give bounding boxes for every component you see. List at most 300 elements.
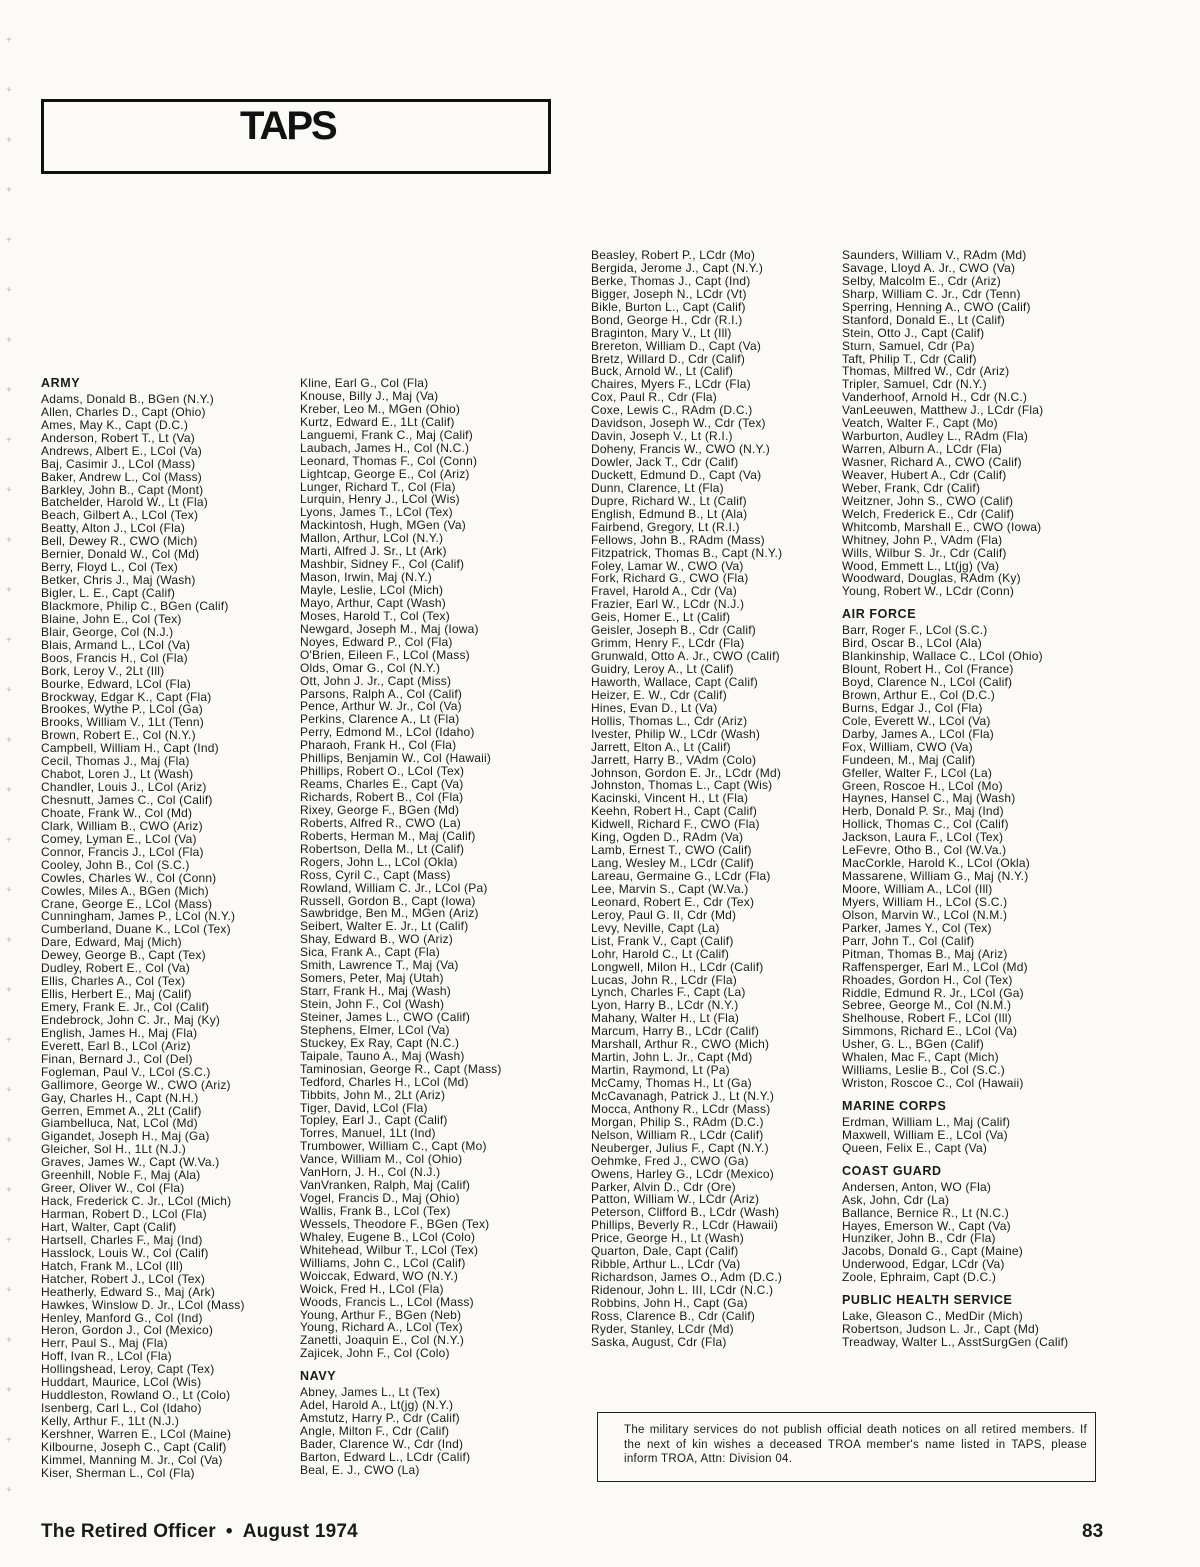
list-item: Burns, Edgar J., Col (Fla) [842, 700, 983, 715]
list-item: Huddleston, Rowland O., Lt (Colo) [41, 1388, 231, 1403]
list-item: Lohr, Harold C., Lt (Calif) [591, 946, 730, 961]
list-item: Mocca, Anthony R., LCdr (Mass) [591, 1101, 771, 1116]
list-item: Martin, Raymond, Lt (Pa) [591, 1063, 730, 1078]
list-item: Moore, William A., LCol (Ill) [842, 882, 993, 896]
list-item: Mason, Irwin, Maj (N.Y.) [300, 570, 432, 585]
list-item: Stuckey, Ex Ray, Capt (N.C.) [300, 1035, 460, 1050]
list-item: Parsons, Ralph A., Col (Calif) [300, 686, 463, 701]
margin-tick: + [6, 535, 12, 546]
list-item: McCavanagh, Patrick J., Lt (N.Y.) [591, 1088, 775, 1103]
list-item: Phillips, Beverly R., LCdr (Hawaii) [591, 1218, 779, 1233]
list-item: Cunningham, James P., LCol (N.Y.) [41, 909, 236, 924]
list-item: Noyes, Edward P., Col (Fla) [300, 634, 453, 649]
list-item: Parker, Alvin D., Cdr (Ore) [591, 1179, 736, 1194]
list-item: Woick, Fred H., LCol (Fla) [300, 1281, 444, 1296]
list-item: O'Brien, Eileen F., LCol (Mass) [300, 647, 470, 662]
list-item: Mallon, Arthur, LCol (N.Y.) [300, 531, 444, 546]
list-item: Raffensperger, Earl M., LCol (Md) [842, 959, 1028, 974]
list-item: Owens, Harley G., LCdr (Mexico) [591, 1166, 774, 1181]
list-item: Taminosian, George R., Capt (Mass) [300, 1061, 502, 1076]
list-item: Geisler, Joseph B., Cdr (Calif) [591, 623, 756, 638]
margin-tick: + [6, 785, 12, 796]
section-heading-coast-guard: COAST GUARD [842, 1163, 942, 1178]
list-item: Blair, George, Col (N.J.) [41, 624, 174, 639]
list-item: Rogers, John L., LCol (Okla) [300, 854, 458, 869]
list-item: Greer, Oliver W., Col (Fla) [41, 1181, 185, 1196]
list-item: Vance, William M., Col (Ohio) [300, 1152, 463, 1167]
list-item: Fairbend, Gregory, Lt (R.I.) [591, 519, 740, 534]
list-item: Seibert, Walter E. Jr., Lt (Calif) [300, 919, 469, 934]
list-item: Green, Roscoe H., LCol (Mo) [842, 778, 1003, 793]
list-item: Wessels, Theodore F., BGen (Tex) [300, 1216, 490, 1231]
list-item: Gay, Charles H., Capt (N.H.) [41, 1090, 199, 1105]
footer-separator: • [225, 1521, 233, 1542]
list-item: Taipale, Tauno A., Maj (Wash) [300, 1048, 465, 1063]
list-item: Chabot, Loren J., Lt (Wash) [41, 767, 194, 782]
list-item: Whalen, Mac F., Capt (Mich) [842, 1050, 999, 1065]
list-item: Morgan, Philip S., RAdm (D.C.) [591, 1114, 764, 1129]
list-item: Comey, Lyman E., LCol (Va) [41, 831, 197, 846]
navy-list-part-3 [842, 249, 1068, 598]
list-item: Andersen, Anton, WO (Fla) [842, 1179, 992, 1194]
list-item: Woodward, Douglas, RAdm (Ky) [842, 571, 1021, 586]
list-item: Cole, Everett W., LCol (Va) [842, 713, 991, 728]
list-item: Moses, Harold T., Col (Tex) [300, 608, 450, 623]
list-item: Kacinski, Vincent H., Lt (Fla) [591, 791, 749, 806]
margin-tick: + [6, 1135, 12, 1146]
list-item: Barkley, John B., Capt (Mont) [41, 482, 204, 497]
list-item: Stein, Otto J., Capt (Calif) [842, 325, 985, 340]
list-item: Mashbir, Sidney F., Col (Calif) [300, 557, 465, 572]
list-item: Fogleman, Paul V., LCol (S.C.) [41, 1064, 211, 1079]
column-3 [591, 249, 782, 1349]
list-item: Kreber, Leo M., MGen (Ohio) [300, 401, 461, 416]
list-item: Isenberg, Carl L., Col (Idaho) [41, 1401, 202, 1416]
list-item: Stephens, Elmer, LCol (Va) [300, 1022, 450, 1037]
list-item: Lang, Wesley M., LCdr (Calif) [591, 856, 754, 871]
list-item: Ribble, Arthur L., LCdr (Va) [591, 1257, 741, 1272]
list-item: Angle, Milton F., Cdr (Calif) [300, 1424, 450, 1438]
list-item: Hoff, Ivan R., LCol (Fla) [41, 1349, 172, 1364]
margin-tick: + [6, 435, 12, 446]
list-item: Bigler, L. E., Capt (Calif) [41, 586, 176, 600]
list-item: VanHorn, J. H., Col (N.J.) [300, 1165, 441, 1180]
list-item: Ask, John, Cdr (La) [842, 1192, 950, 1207]
list-item: Beach, Gilbert A., LCol (Tex) [41, 508, 199, 523]
list-item: Neuberger, Julius F., Capt (N.Y.) [591, 1140, 769, 1155]
list-item: Choate, Frank W., Col (Md) [41, 805, 193, 820]
list-item: Parker, James Y., Col (Tex) [842, 920, 992, 935]
list-item: Marshall, Arthur R., CWO (Mich) [591, 1037, 770, 1052]
list-item: Wills, Wilbur S. Jr., Cdr (Calif) [842, 545, 1007, 560]
list-item: Veatch, Walter F., Capt (Mo) [842, 416, 998, 431]
list-item: LeFevre, Otho B., Col (W.Va.) [842, 843, 1007, 858]
list-item: Starr, Frank H., Maj (Wash) [300, 984, 451, 999]
list-item: Young, Richard A., LCol (Tex) [300, 1320, 463, 1335]
list-item: Mayle, Leslie, LCol (Mich) [300, 583, 444, 597]
list-item: Leroy, Paul G. II, Cdr (Md) [591, 907, 737, 922]
list-item: Berry, Floyd L., Col (Tex) [41, 560, 179, 575]
list-item: Heron, Gordon J., Col (Mexico) [41, 1323, 214, 1338]
list-item: Abney, James L., Lt (Tex) [300, 1385, 441, 1400]
list-item: Vanderhoof, Arnold H., Cdr (N.C.) [842, 390, 1028, 405]
list-item: Trumbower, William C., Capt (Mo) [300, 1139, 487, 1154]
list-item: Fellows, John B., RAdm (Mass) [591, 532, 765, 547]
list-item: Chandler, Louis J., LCol (Ariz) [41, 780, 207, 795]
margin-tick: + [6, 1035, 12, 1046]
list-item: Warburton, Audley L., RAdm (Fla) [842, 429, 1029, 444]
list-item: Giambelluca, Nat, LCol (Md) [41, 1116, 198, 1131]
list-item: Huddart, Maurice, LCol (Wis) [41, 1375, 202, 1390]
list-item: Heizer, E. W., Cdr (Calif) [591, 687, 727, 702]
list-item: Davidson, Joseph W., Cdr (Tex) [591, 416, 766, 431]
list-item: Dunn, Clarence, Lt (Fla) [591, 480, 724, 495]
list-item: Martin, John L. Jr., Capt (Md) [591, 1050, 753, 1065]
list-item: Bourke, Edward, LCol (Fla) [41, 676, 191, 691]
list-item: Sica, Frank A., Capt (Fla) [300, 945, 440, 960]
list-item: Price, George H., Lt (Wash) [591, 1231, 744, 1246]
list-item: Topley, Earl J., Capt (Calif) [300, 1113, 448, 1128]
list-item: Warren, Alburn A., LCdr (Fla) [842, 442, 1003, 457]
list-item: Kershner, Warren E., LCol (Maine) [41, 1426, 232, 1441]
list-item: Boyd, Clarence N., LCol (Calif) [842, 675, 1013, 689]
list-item: Cowles, Miles A., BGen (Mich) [41, 883, 209, 898]
footer [41, 1521, 358, 1543]
list-item: Bigger, Joseph N., LCdr (Vt) [591, 286, 747, 301]
margin-tick: + [6, 1335, 12, 1346]
list-item: Kidwell, Richard F., CWO (Fla) [591, 817, 760, 832]
list-item: Bond, George H., Cdr (R.I.) [591, 312, 743, 327]
list-item: Welch, Frederick E., Cdr (Calif) [842, 506, 1015, 521]
list-item: Hunziker, John B., Cdr (Fla) [842, 1231, 996, 1246]
list-item: Rowland, William C. Jr., LCol (Pa) [300, 880, 488, 895]
list-item: Baj, Casimir J., LCol (Mass) [41, 456, 196, 471]
list-item: Perry, Edmond M., LCol (Idaho) [300, 725, 475, 740]
list-item: Blackmore, Philip C., BGen (Calif) [41, 598, 229, 613]
list-item: Taft, Philip T., Cdr (Calif) [842, 351, 977, 366]
list-item: Mayo, Arthur, Capt (Wash) [300, 595, 446, 610]
margin-tick: + [6, 635, 12, 646]
list-item: Nelson, William R., LCdr (Calif) [591, 1127, 764, 1142]
list-item: Greenhill, Noble F., Maj (Ala) [41, 1168, 201, 1183]
margin-tick: + [6, 1085, 12, 1096]
list-item: Weaver, Hubert A., Cdr (Calif) [842, 467, 1007, 482]
list-item: Hayes, Emerson W., Capt (Va) [842, 1218, 1011, 1233]
list-item: Blais, Armand L., LCol (Va) [41, 637, 191, 652]
list-item: Maxwell, William E., LCol (Va) [842, 1127, 1008, 1142]
list-item: Mackintosh, Hugh, MGen (Va) [300, 518, 466, 533]
list-item: Weber, Frank, Cdr (Calif) [842, 480, 981, 495]
air-force-list [842, 624, 1068, 1090]
list-item: Steiner, James L., CWO (Calif) [300, 1009, 471, 1024]
list-item: Gigandet, Joseph H., Maj (Ga) [41, 1129, 210, 1144]
list-item: Torres, Manuel, 1Lt (Ind) [300, 1126, 436, 1141]
notice-text: The military services do not publish official death notices on all retired members. If the next of kin wishes a deceased TROA member's name listed in TAPS, please inform TROA, Attn: Division 04. [624, 1424, 1087, 1465]
list-item: Pence, Arthur W. Jr., Col (Va) [300, 699, 462, 714]
list-item: Kiser, Sherman L., Col (Fla) [41, 1465, 195, 1480]
list-item: Gallimore, George W., CWO (Ariz) [41, 1077, 231, 1092]
list-item: Leonard, Thomas F., Col (Conn) [300, 453, 478, 468]
list-item: Amstutz, Harry P., Cdr (Calif) [300, 1411, 460, 1426]
list-item: Lurquin, Henry J., LCol (Wis) [300, 492, 460, 507]
margin-tick: + [6, 985, 12, 996]
list-item: Smith, Lawrence T., Maj (Va) [300, 958, 459, 973]
list-item: Adams, Donald B., BGen (N.Y.) [41, 391, 214, 406]
list-item: Hollick, Thomas C., Col (Calif) [842, 817, 1009, 832]
list-item: Coxe, Lewis C., RAdm (D.C.) [591, 403, 753, 418]
list-item: Graves, James W., Capt (W.Va.) [41, 1155, 220, 1170]
list-item: Whitney, John P., VAdm (Fla) [842, 532, 1003, 547]
page-number: 83 [1082, 1521, 1104, 1542]
list-item: Roberts, Herman M., Maj (Calif) [300, 828, 476, 843]
list-item: Fox, William, CWO (Va) [842, 739, 973, 754]
margin-tick: + [6, 1285, 12, 1296]
margin-tick: + [6, 835, 12, 846]
list-item: Parr, John T., Col (Calif) [842, 933, 975, 948]
list-item: McCamy, Thomas H., Lt (Ga) [591, 1076, 752, 1090]
list-item: Wasner, Richard A., CWO (Calif) [842, 455, 1022, 469]
list-item: Emery, Frank E. Jr., Col (Calif) [41, 1000, 210, 1014]
list-item: Adel, Harold A., Lt(jg) (N.Y.) [300, 1398, 454, 1413]
list-item: Haynes, Hansel C., Maj (Wash) [842, 791, 1016, 806]
list-item: Oehmke, Fred J., CWO (Ga) [591, 1153, 749, 1168]
list-item: Kline, Earl G., Col (Fla) [300, 376, 429, 390]
list-item: Hatch, Frank M., LCol (Ill) [41, 1258, 184, 1273]
list-item: Hollis, Thomas L., Cdr (Ariz) [591, 713, 748, 728]
list-item: Robbins, John H., Capt (Ga) [591, 1295, 748, 1310]
page-title: TAPS [240, 104, 336, 148]
list-item: Tiger, David, LCol (Fla) [300, 1100, 428, 1115]
margin-tick: + [6, 1435, 12, 1446]
list-item: Brookes, Wythe P., LCol (Ga) [41, 702, 203, 717]
list-item: Blankinship, Wallace C., LCol (Ohio) [842, 649, 1043, 664]
list-item: Cooley, John B., Col (S.C.) [41, 857, 190, 872]
list-item: Keehn, Robert H., Capt (Calif) [591, 804, 758, 819]
margin-tick: + [6, 585, 12, 596]
coast-guard-list [842, 1181, 1068, 1285]
public-health-service-list [842, 1310, 1068, 1349]
margin-tick: + [6, 1385, 12, 1396]
list-item: Zoole, Ephraim, Capt (D.C.) [842, 1270, 997, 1285]
list-item: MacCorkle, Harold K., LCol (Okla) [842, 856, 1030, 871]
section-heading-public-health-service: PUBLIC HEALTH SERVICE [842, 1293, 1013, 1308]
list-item: Lake, Gleason C., MedDir (Mich) [842, 1309, 1023, 1324]
list-item: Whitehead, Wilbur T., LCol (Tex) [300, 1242, 479, 1257]
list-item: Whaley, Eugene B., LCol (Colo) [300, 1229, 476, 1244]
margin-tick: + [6, 885, 12, 896]
list-item: Sharp, William C. Jr., Cdr (Tenn) [842, 286, 1021, 301]
list-item: Young, Arthur F., BGen (Neb) [300, 1307, 462, 1322]
list-item: Pharaoh, Frank H., Col (Fla) [300, 738, 457, 753]
list-item: Lunger, Richard T., Col (Fla) [300, 479, 456, 494]
list-item: Beal, E. J., CWO (La) [300, 1462, 420, 1477]
list-item: Davin, Joseph V., Lt (R.I.) [591, 429, 733, 444]
list-item: Hack, Frederick C. Jr., LCol (Mich) [41, 1194, 232, 1209]
list-item: Phillips, Benjamin W., Col (Hawaii) [300, 751, 492, 766]
list-item: Berke, Thomas J., Capt (Ind) [591, 273, 751, 288]
list-item: Bader, Clarence W., Cdr (Ind) [300, 1436, 464, 1451]
column-1 [41, 377, 245, 1480]
list-item: English, James H., Maj (Fla) [41, 1025, 198, 1040]
list-item: Pitman, Thomas B., Maj (Ariz) [842, 946, 1008, 961]
list-item: Grimm, Henry F., LCdr (Fla) [591, 636, 745, 651]
margin-tick: + [6, 235, 12, 246]
list-item: Clark, William B., CWO (Ariz) [41, 818, 203, 833]
list-item: Woods, Francis L., LCol (Mass) [300, 1294, 474, 1309]
marine-corps-list [842, 1116, 1068, 1155]
list-item: Frazier, Earl W., LCdr (N.J.) [591, 597, 745, 612]
column-4 [842, 249, 1068, 1349]
list-item: Connor, Francis J., LCol (Fla) [41, 844, 204, 859]
list-item: Sperring, Henning A., CWO (Calif) [842, 299, 1031, 314]
list-item: Mahany, Walter H., Lt (Fla) [591, 1011, 740, 1026]
list-item: Heatherly, Edward S., Maj (Ark) [41, 1284, 216, 1299]
list-item: King, Ogden D., RAdm (Va) [591, 830, 744, 845]
list-item: Weitzner, John S., CWO (Calif) [842, 493, 1014, 508]
list-item: Cox, Paul R., Cdr (Fla) [591, 390, 717, 405]
list-item: Massarene, William G., Maj (N.Y.) [842, 869, 1029, 884]
publication-name: The Retired Officer [41, 1521, 216, 1542]
army-list-part-2 [300, 377, 502, 1360]
list-item: Hatcher, Robert J., LCol (Tex) [41, 1271, 206, 1286]
list-item: Jarrett, Elton A., Lt (Calif) [591, 739, 731, 754]
list-item: Jacobs, Donald G., Capt (Maine) [842, 1244, 1023, 1259]
section-heading-air-force: AIR FORCE [842, 607, 917, 622]
list-item: Underwood, Edgar, LCdr (Va) [842, 1257, 1005, 1272]
list-item: Olson, Marvin W., LCol (N.M.) [842, 907, 1008, 922]
list-item: Savage, Lloyd A. Jr., CWO (Va) [842, 260, 1016, 275]
list-item: Blount, Robert H., Col (France) [842, 662, 1014, 677]
list-item: Beasley, Robert P., LCdr (Mo) [591, 248, 756, 262]
list-item: Dupre, Richard W., Lt (Calif) [591, 493, 747, 508]
margin-tick: + [6, 85, 12, 96]
list-item: Cumberland, Duane K., LCol (Tex) [41, 922, 231, 937]
margin-tick: + [6, 485, 12, 496]
list-item: Buck, Arnold W., Lt (Calif) [591, 364, 734, 379]
list-item: Batchelder, Harold W., Lt (Fla) [41, 495, 208, 510]
navy-list-part-2 [591, 249, 782, 1349]
list-item: Hartsell, Charles F., Maj (Ind) [41, 1232, 203, 1247]
list-item: Woiccak, Edward, WO (N.Y.) [300, 1268, 459, 1283]
list-item: Bretz, Willard D., Cdr (Calif) [591, 351, 746, 366]
issue-date: August 1974 [242, 1521, 358, 1542]
list-item: Hasslock, Louis W., Col (Calif) [41, 1245, 209, 1260]
list-item: Duckett, Edmund D., Capt (Va) [591, 467, 762, 482]
list-item: Crane, George E., LCol (Mass) [41, 896, 213, 911]
list-item: Stein, John F., Col (Wash) [300, 997, 445, 1011]
list-item: Hawkes, Winslow D. Jr., LCol (Mass) [41, 1297, 245, 1312]
list-item: Newgard, Joseph M., Maj (Iowa) [300, 621, 479, 636]
list-item: Gerren, Emmet A., 2Lt (Calif) [41, 1103, 202, 1118]
list-item: Sturn, Samuel, Cdr (Pa) [842, 338, 975, 353]
list-item: Johnston, Thomas L., Capt (Wis) [591, 778, 773, 793]
list-item: Fork, Richard G., CWO (Fla) [591, 571, 749, 586]
list-item: Anderson, Robert T., Lt (Va) [41, 430, 195, 445]
list-item: Lamb, Ernest T., CWO (Calif) [591, 843, 752, 858]
list-item: Phillips, Robert O., LCol (Tex) [300, 764, 465, 779]
list-item: Andrews, Albert E., LCol (Va) [41, 443, 202, 458]
list-item: Barr, Roger F., LCol (S.C.) [842, 623, 988, 638]
list-item: Leonard, Robert E., Cdr (Tex) [591, 894, 755, 909]
section-heading-navy: NAVY [300, 1369, 337, 1384]
list-item: Cowles, Charles W., Col (Conn) [41, 870, 217, 885]
list-item: Bird, Oscar B., LCol (Ala) [842, 636, 982, 651]
list-item: Lyon, Harry B., LCdr (N.Y.) [591, 998, 739, 1013]
list-item: Beatty, Alton J., LCol (Fla) [41, 521, 186, 536]
list-item: Vogel, Francis D., Maj (Ohio) [300, 1191, 460, 1206]
list-item: Rhoades, Gordon H., Col (Tex) [842, 972, 1013, 987]
list-item: Tripler, Samuel, Cdr (N.Y.) [842, 377, 987, 392]
list-item: Brereton, William D., Capt (Va) [591, 338, 762, 353]
list-item: Robertson, Della M., Lt (Calif) [300, 841, 465, 856]
list-item: Geis, Homer E., Lt (Calif) [591, 610, 731, 625]
list-item: Peterson, Clifford B., LCdr (Wash) [591, 1205, 780, 1220]
list-item: Jarrett, Harry B., VAdm (Colo) [591, 752, 757, 767]
margin-tick: + [6, 1235, 12, 1246]
list-item: Levy, Neville, Capt (La) [591, 920, 720, 935]
list-item: Stanford, Donald E., Lt (Calif) [842, 312, 1005, 327]
list-item: Lyons, James T., LCol (Tex) [300, 505, 453, 520]
margin-tick: + [6, 185, 12, 196]
list-item: Kurtz, Edward E., 1Lt (Calif) [300, 414, 455, 429]
list-item: Rixey, George F., BGen (Md) [300, 802, 460, 817]
list-item: Bork, Leroy V., 2Lt (Ill) [41, 663, 165, 678]
list-item: Barton, Edward L., LCdr (Calif) [300, 1449, 471, 1464]
list-item: Ivester, Philip W., LCdr (Wash) [591, 726, 761, 741]
list-item: Dowler, Jack T., Cdr (Calif) [591, 455, 739, 469]
list-item: Bikle, Burton L., Capt (Calif) [591, 299, 746, 314]
list-item: Quarton, Dale, Capt (Calif) [591, 1244, 739, 1259]
list-item: VanVranken, Ralph, Maj (Calif) [300, 1178, 471, 1193]
list-item: Sebree, George M., Col (N.M.) [842, 998, 1012, 1013]
list-item: Fitzpatrick, Thomas B., Capt (N.Y.) [591, 545, 783, 560]
list-item: Robertson, Judson L. Jr., Capt (Md) [842, 1322, 1040, 1337]
margin-tick: + [6, 685, 12, 696]
margin-tick: + [6, 135, 12, 146]
list-item: Foley, Lamar W., CWO (Va) [591, 558, 744, 573]
list-item: Olds, Omar G., Col (N.Y.) [300, 660, 441, 675]
list-item: Brooks, William V., 1Lt (Tenn) [41, 715, 204, 730]
list-item: Herr, Paul S., Maj (Fla) [41, 1336, 168, 1351]
section-heading-marine-corps: MARINE CORPS [842, 1099, 947, 1113]
list-item: Zajicek, John F., Col (Colo) [300, 1346, 450, 1361]
margin-tick: + [6, 35, 12, 46]
list-item: Dewey, George B., Capt (Tex) [41, 948, 206, 963]
list-item: Bergida, Jerome J., Capt (N.Y.) [591, 260, 764, 275]
list-item: Blaine, John E., Col (Tex) [41, 611, 182, 626]
list-item: Young, Robert W., LCdr (Conn) [842, 584, 1015, 599]
list-item: Knouse, Billy J., Maj (Va) [300, 388, 439, 403]
list-item: Marcum, Harry B., LCdr (Calif) [591, 1024, 760, 1039]
list-item: Herb, Donald P. Sr., Maj (Ind) [842, 804, 1004, 819]
list-item: Tibbits, John M., 2Lt (Ariz) [300, 1087, 446, 1102]
list-item: Bernier, Donald W., Col (Md) [41, 547, 200, 562]
list-item: Williams, Leslie B., Col (S.C.) [842, 1063, 1005, 1078]
margin-tick: + [6, 735, 12, 746]
list-item: Ross, Cyril C., Capt (Mass) [300, 867, 451, 882]
list-item: Gfeller, Walter F., LCol (La) [842, 765, 993, 780]
list-item: Sawbridge, Ben M., MGen (Ariz) [300, 906, 479, 921]
list-item: Campbell, William H., Capt (Ind) [41, 741, 219, 756]
list-item: Doheny, Francis W., CWO (N.Y.) [591, 442, 770, 457]
army-list-part-1 [41, 393, 245, 1480]
list-item: Roberts, Alfred R., CWO (La) [300, 815, 461, 830]
margin-tick: + [6, 335, 12, 346]
list-item: Reams, Charles E., Capt (Va) [300, 777, 464, 792]
margin-tick: + [6, 1185, 12, 1196]
list-item: Saska, August, Cdr (Fla) [591, 1334, 727, 1349]
list-item: Boos, Francis H., Col (Fla) [41, 650, 188, 665]
